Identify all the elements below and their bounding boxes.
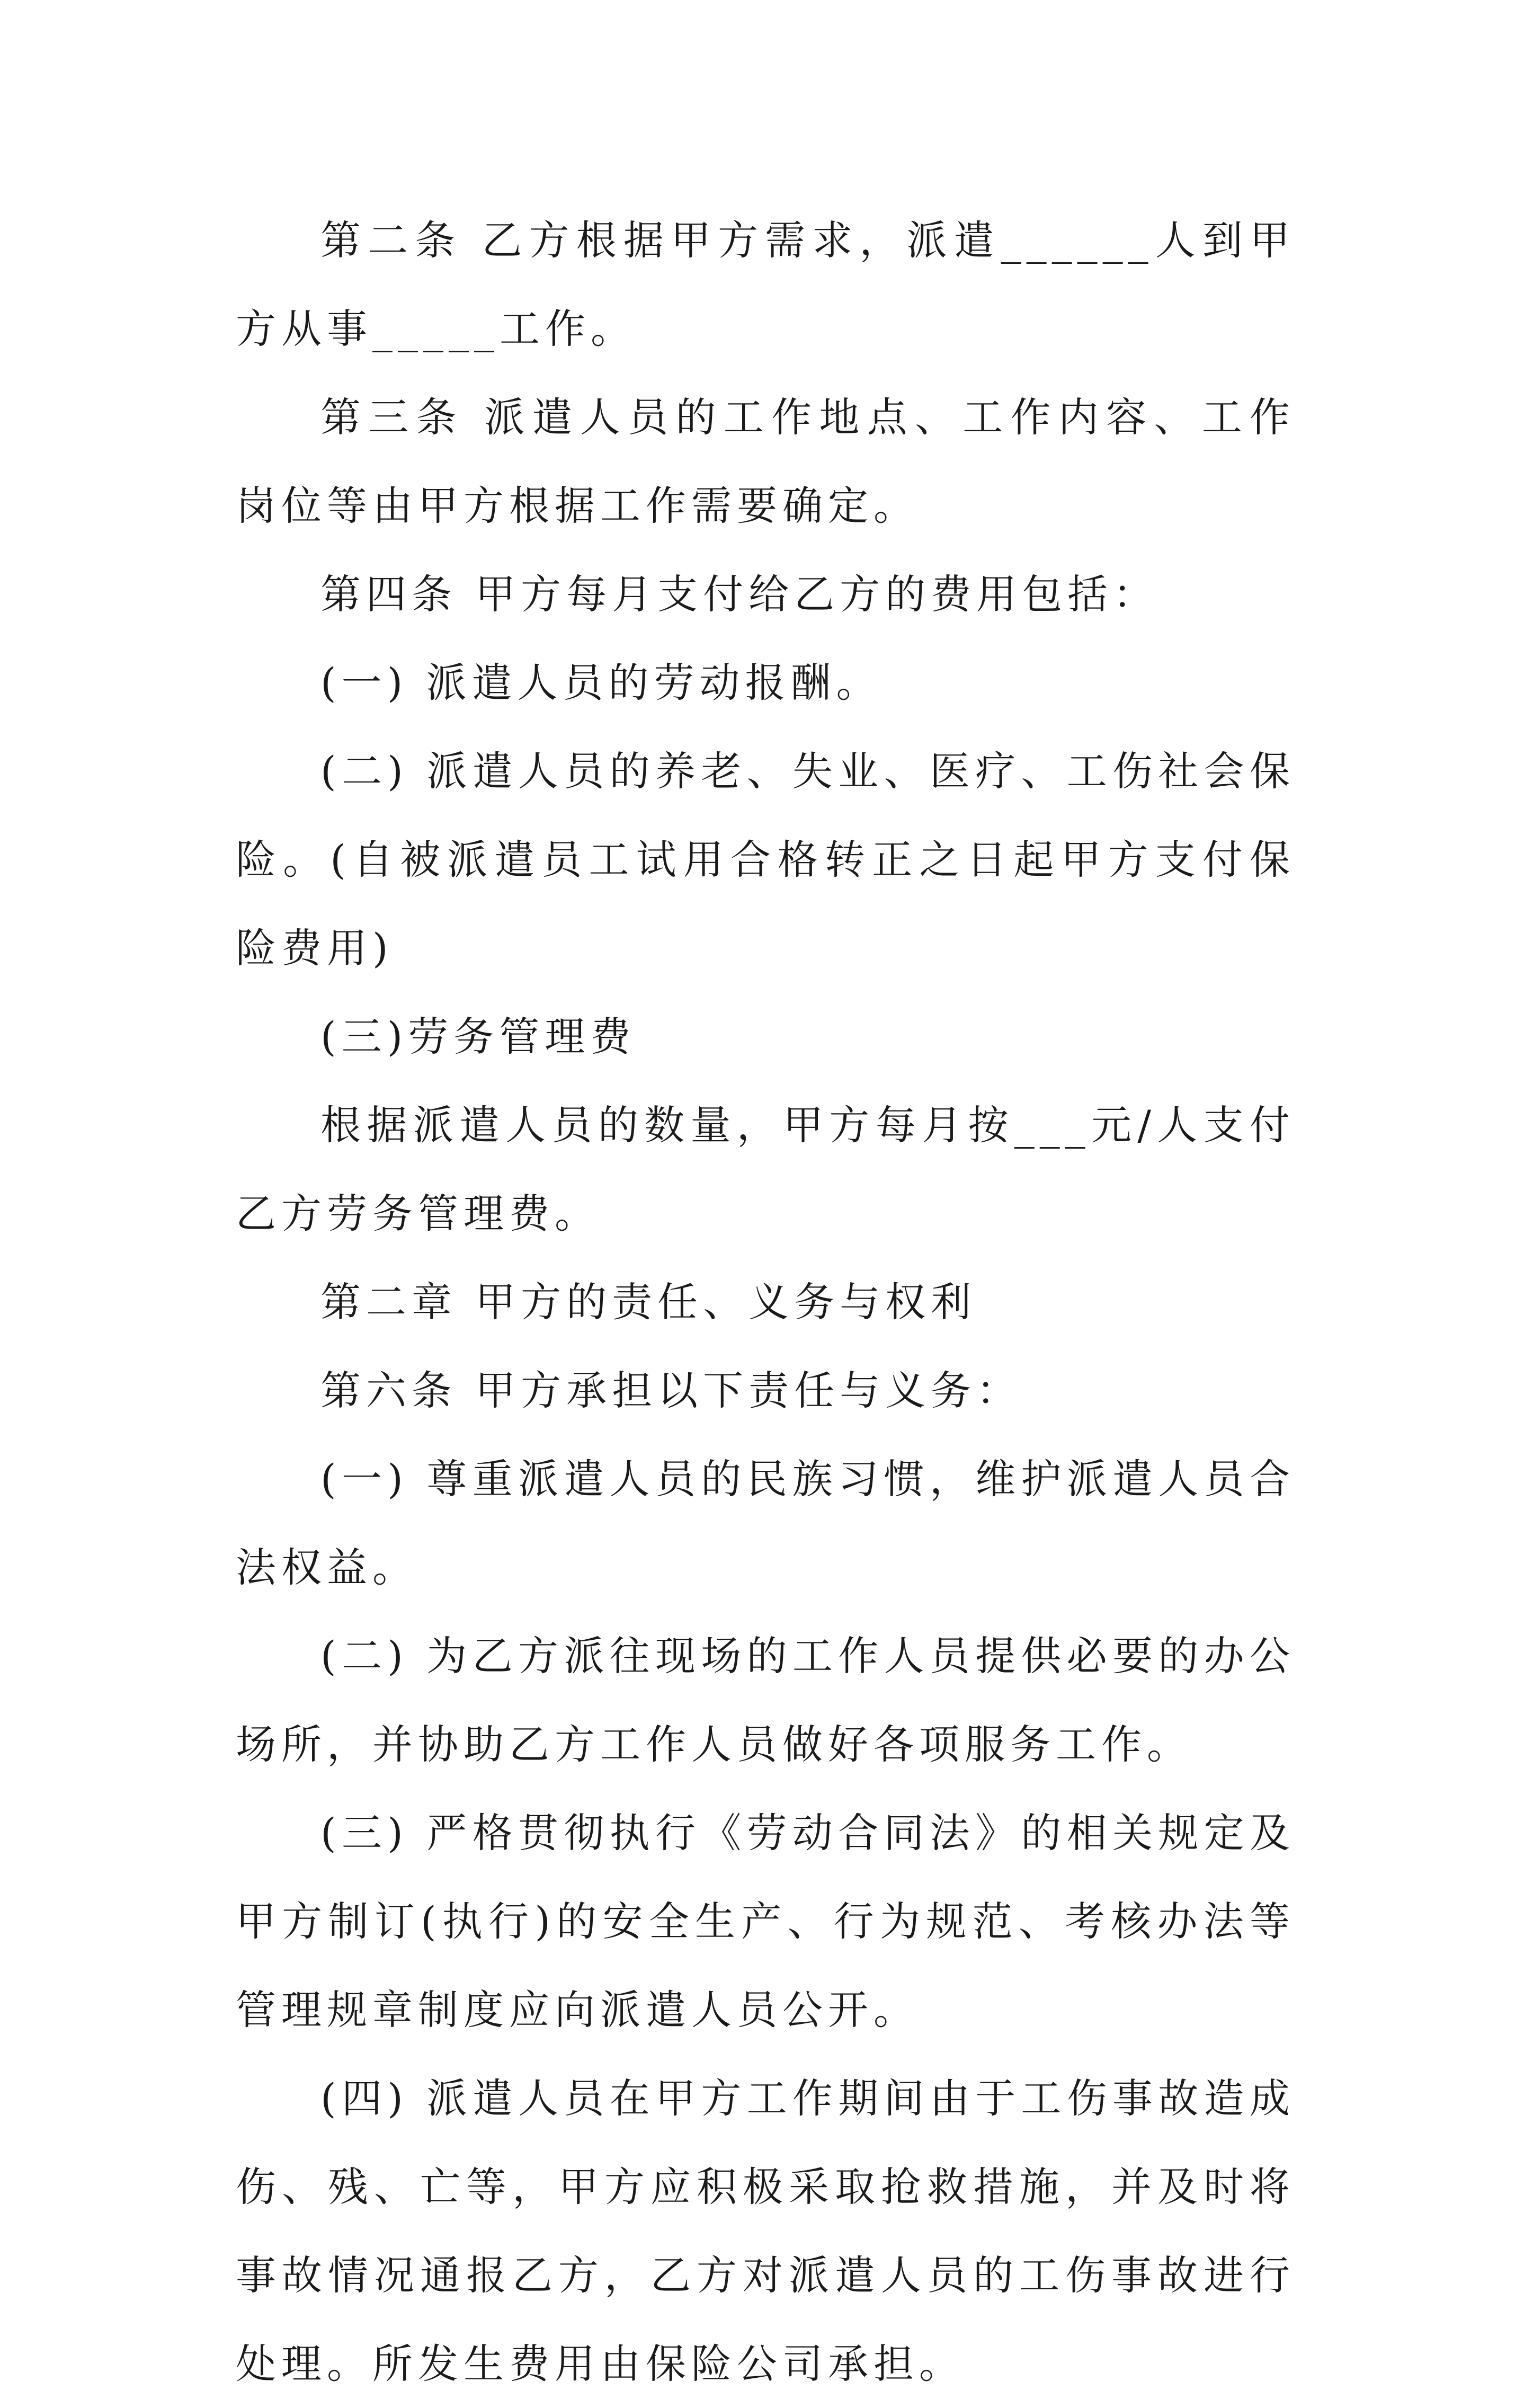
chapter-heading-2: 第二章 甲方的责任、义务与权利 (320, 1278, 977, 1326)
paragraph-management-fee: 根据派遣人员的数量，甲方每月按___元/人支付乙方劳务管理费。 (236, 1101, 1295, 1237)
paragraph-item-1: (一) 派遣人员的劳动报酬。 (320, 659, 882, 706)
paragraph-duty-4: (四) 派遣人员在甲方工作期间由于工伤事故造成伤、残、亡等，甲方应积极采取抢救措施，并及时将事故情况通报乙方，乙方对派遣人员的工伤事故进行处理。所发生费用由保险公司承担。 (236, 2075, 1295, 2387)
paragraph-item-2: (二) 派遣人员的养老、失业、医疗、工伤社会保险。(自被派遣员工试用合格转正之日起甲方支付保险费用) (236, 748, 1295, 972)
paragraph-article-2: 第二条 乙方根据甲方需求，派遣______人到甲方从事_____工作。 (236, 217, 1295, 352)
document-body (236, 196, 1295, 2408)
paragraph-duty-2: (二) 为乙方派往现场的工作人员提供必要的办公场所，并协助乙方工作人员做好各项服务工作。 (236, 1632, 1295, 1768)
paragraph-article-4: 第四条 甲方每月支付给乙方的费用包括： (320, 571, 1159, 618)
paragraph-duty-1: (一) 尊重派遣人员的民族习惯，维护派遣人员合法权益。 (236, 1455, 1295, 1591)
paragraph-duty-3: (三) 严格贯彻执行《劳动合同法》的相关规定及甲方制订(执行)的安全生产、行为规范、考核办法等管理规章制度应向派遣人员公开。 (236, 1809, 1295, 2033)
paragraph-item-3: (三)劳务管理费 (320, 1013, 636, 1060)
paragraph-article-3: 第三条 派遣人员的工作地点、工作内容、工作岗位等由甲方根据工作需要确定。 (236, 394, 1295, 529)
paragraph-article-6: 第六条 甲方承担以下责任与义务： (320, 1367, 1022, 1414)
